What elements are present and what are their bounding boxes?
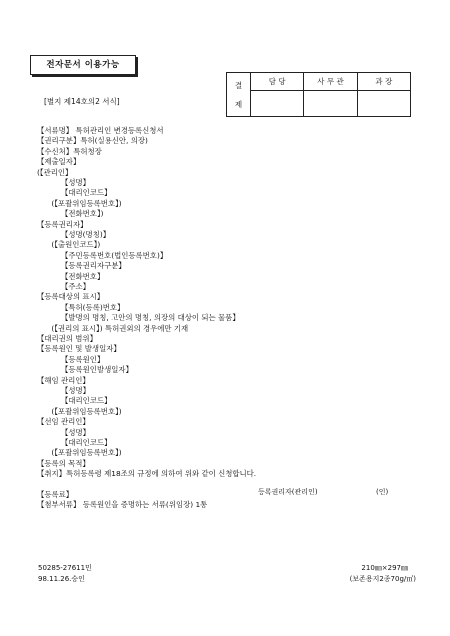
signature-label: 등록권리자(관리인): [258, 488, 318, 496]
form-field-line: 【등록원인 및 발생일자】: [37, 344, 121, 354]
approval-sign-chief[interactable]: [357, 91, 410, 117]
form-field-line: 【발명의 명칭, 고안의 명칭, 의장의 대상이 되는 물품】: [61, 313, 240, 323]
footer-form-code: 50285-27611민: [38, 564, 92, 572]
footer-approval-date: 98.11.26.승인: [38, 575, 85, 583]
form-field-line: 【성명】: [61, 178, 91, 187]
form-field-line: 【수신처】특허청장: [37, 146, 102, 156]
form-field-line: 【취지】특허등록령 제18조의 규정에 의하여 위와 같이 신청합니다.: [37, 469, 257, 479]
form-number: [별지 제14호의2 서식]: [44, 97, 120, 106]
form-field-line: 【권리구분】특허(실용신안, 의장): [37, 136, 148, 146]
form-field-line: 【서류명】 특허관리인 변경등록신청서: [37, 126, 164, 135]
form-field-line: 【등록권리자구분】: [61, 261, 126, 271]
form-field-line: 【성명】: [61, 386, 91, 395]
form-field-line: (【권리의 표시】) 특허권외의 경우에만 기재: [51, 323, 189, 333]
electronic-document-badge: 전자문서 이용가능: [30, 55, 136, 75]
form-field-line: 【성명(명칭)】: [61, 230, 111, 239]
approval-sign-officer[interactable]: [304, 91, 357, 117]
form-field-line: 【등록원인】: [61, 354, 105, 364]
form-field-line: (【포괄위임등록번호】): [51, 406, 122, 416]
approval-header-officer: 사 무 관: [304, 73, 357, 91]
form-field-line: 【등록대상의 표시】: [37, 292, 105, 302]
form-field-line: 【대리인코드】: [61, 396, 112, 406]
signature-seal: (인): [376, 488, 389, 496]
form-field-line: 【등록의 목적】: [37, 458, 90, 468]
form-field-line: 【성명】: [61, 427, 91, 437]
approval-side-label-bottom: 제: [234, 99, 243, 109]
form-field-line: (【관리인】: [37, 167, 73, 177]
approval-side-label-top: 결: [234, 80, 243, 90]
form-field-line: 【전화번호】): [61, 209, 104, 219]
approval-table: [226, 72, 411, 117]
form-field-line: 【특허(등록)번호】: [61, 302, 125, 312]
form-field-line: 【대리인코드】: [61, 188, 112, 198]
form-field-line: 【등록료】: [37, 490, 74, 499]
footer-paper-size: 210㎜×297㎜: [361, 564, 408, 572]
approval-header-staff: 담 당: [251, 73, 304, 91]
form-field-line: 【전화번호】: [61, 271, 105, 281]
form-field-line: (【포괄위임등록번호】): [51, 198, 122, 208]
form-field-line: 【주민등록번호(법인등록번호)】: [61, 250, 168, 260]
approval-header-chief: 과 장: [357, 73, 410, 91]
footer-paper-spec: (보존용지2종70g/㎡): [349, 575, 416, 583]
form-field-line: 【제출일자】: [37, 157, 81, 167]
approval-side-label: [227, 73, 251, 117]
form-field-line: 【등록권리자】: [37, 219, 88, 229]
form-field-line: 【대리인코드】: [61, 438, 112, 447]
form-field-line: (【포괄위임등록번호】): [51, 448, 122, 458]
form-field-line: 【선임 관리인】: [37, 417, 90, 427]
form-field-line: 【대리권의 범위】: [37, 334, 97, 343]
form-field-line: 【주소】: [61, 282, 91, 291]
form-field-line: 【등록원인발생일자】: [61, 365, 133, 375]
form-field-line: 【해임 관리인】: [37, 375, 90, 385]
form-field-line: 【첨부서류】 등록원인을 증명하는 서류(위임장) 1통: [37, 500, 208, 510]
approval-sign-staff[interactable]: [251, 91, 304, 117]
form-field-line: (【출원인코드】): [51, 240, 101, 250]
